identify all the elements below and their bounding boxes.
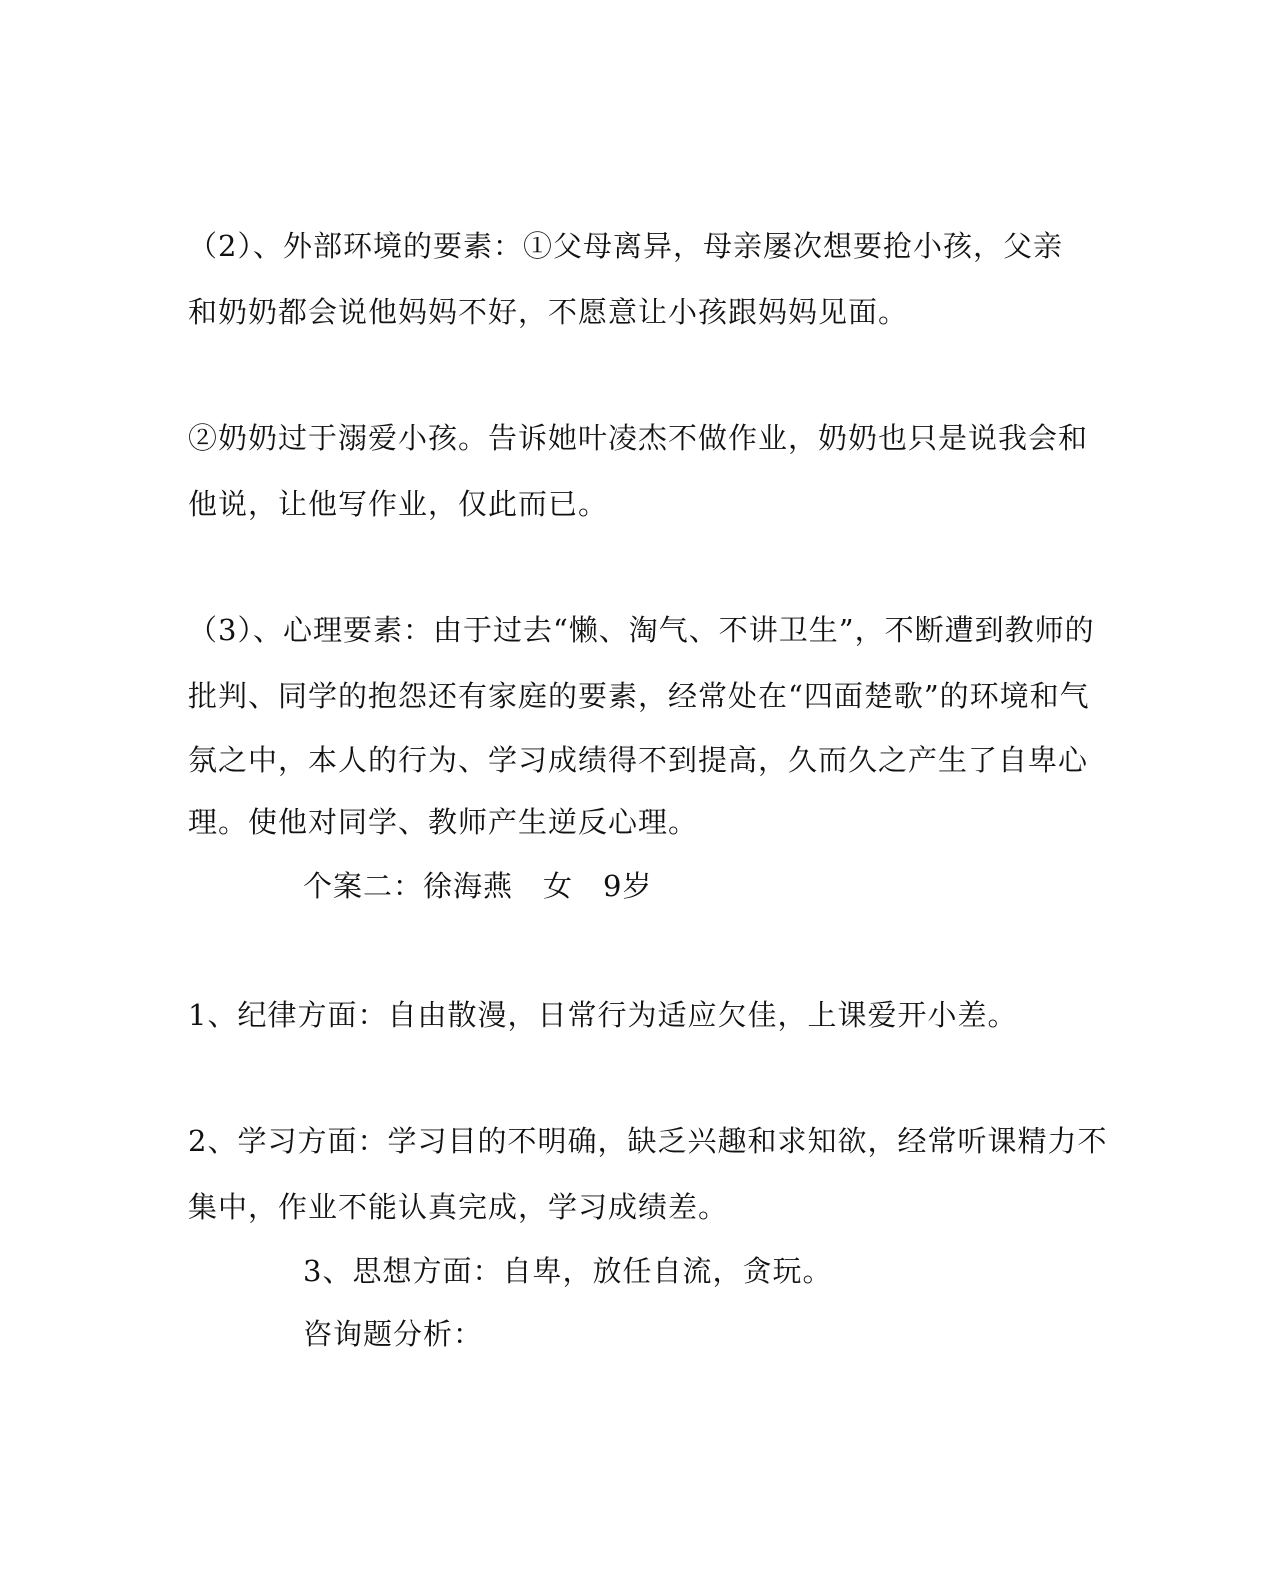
case-two-heading: 个案二：徐海燕 女 9岁: [303, 869, 653, 903]
analysis-heading: 咨询题分析：: [303, 1317, 484, 1351]
psychological-factors-line-2: 批判、同学的抱怨还有家庭的要素，经常处在“四面楚歌”的环境和气: [188, 679, 1090, 713]
psychological-factors-line-1: （3）、心理要素：由于过去“懒、淘气、不讲卫生”，不断遭到教师的: [188, 613, 1095, 647]
external-factors-line-1: （2）、外部环境的要素：①父母离异，母亲屡次想要抢小孩，父亲: [188, 229, 1063, 263]
psychological-factors-line-4: 理。使他对同学、教师产生逆反心理。: [188, 805, 699, 839]
discipline-item: 1、纪律方面：自由散漫，日常行为适应欠佳，上课爱开小差。: [188, 998, 1018, 1032]
grandma-factor-line-1: ②奶奶过于溺爱小孩。告诉她叶凌杰不做作业，奶奶也只是说我会和: [188, 421, 1089, 455]
study-item-line-2: 集中，作业不能认真完成，学习成绩差。: [188, 1190, 729, 1224]
grandma-factor-line-2: 他说，让他写作业，仅此而已。: [188, 487, 609, 521]
external-factors-line-2: 和奶奶都会说他妈妈不好，不愿意让小孩跟妈妈见面。: [188, 295, 909, 329]
study-item-line-1: 2、学习方面：学习目的不明确，缺乏兴趣和求知欲，经常听课精力不: [188, 1124, 1108, 1158]
thought-item: 3、思想方面：自卑，放任自流，贪玩。: [303, 1254, 833, 1288]
psychological-factors-line-3: 氛之中，本人的行为、学习成绩得不到提高，久而久之产生了自卑心: [188, 743, 1089, 777]
